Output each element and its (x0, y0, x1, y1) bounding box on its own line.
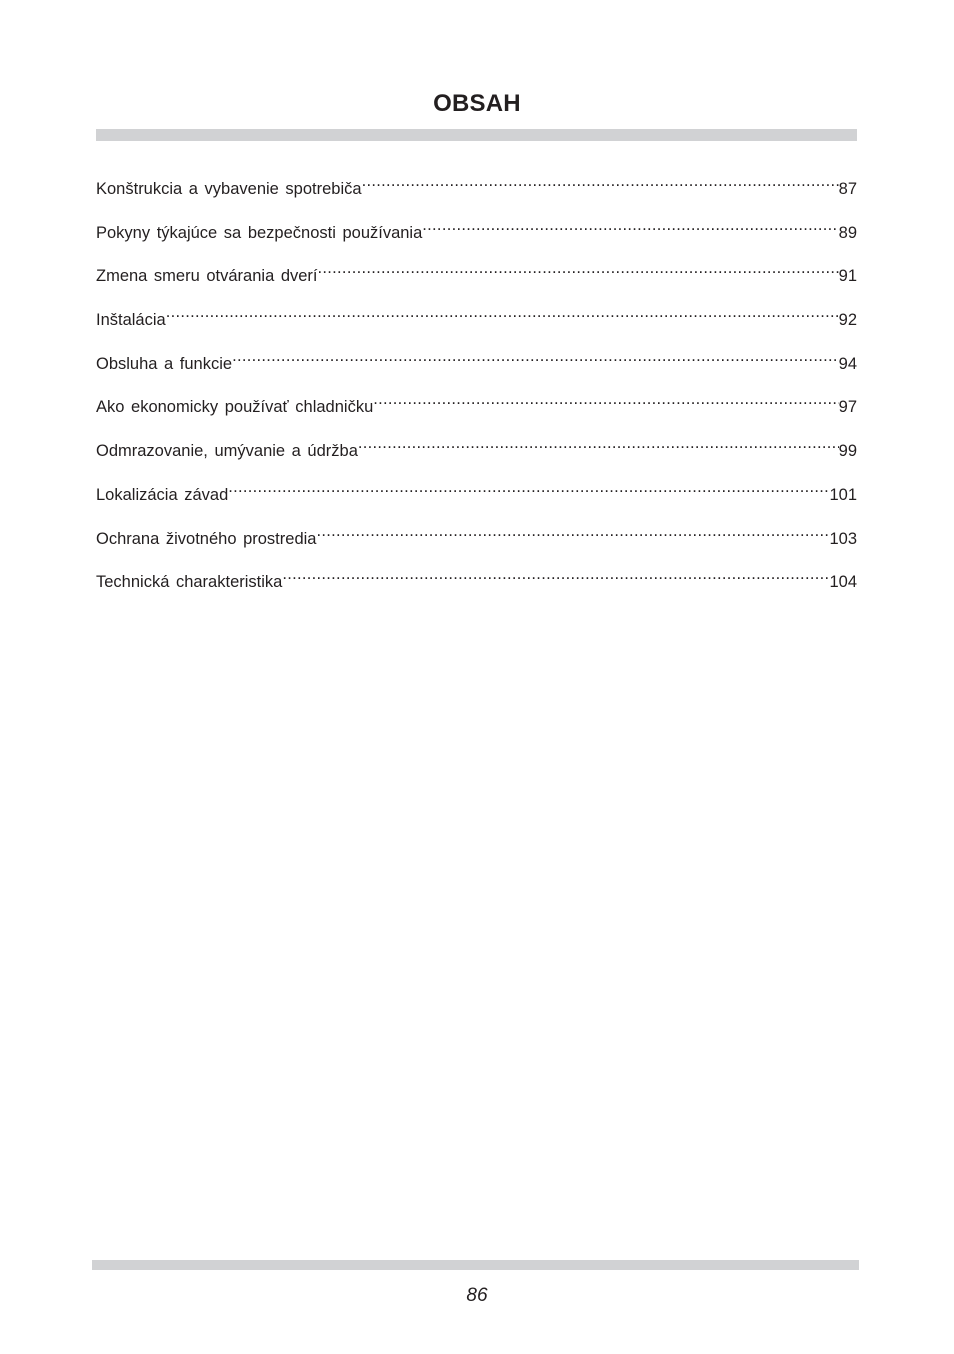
toc-entry-page: 94 (838, 354, 857, 373)
top-divider (96, 129, 857, 141)
toc-dot-leader (362, 168, 839, 194)
toc-dot-leader (232, 343, 839, 369)
toc-entry[interactable] (96, 430, 857, 474)
toc-entry-page: 99 (838, 442, 857, 461)
toc-entry-title: Ochrana životného prostredia (96, 529, 317, 548)
toc-entry-page: 97 (838, 398, 857, 417)
toc-dot-leader (282, 561, 829, 587)
toc-dot-leader (358, 430, 839, 456)
toc-dot-leader (228, 474, 829, 500)
toc-entry-page: 87 (838, 180, 857, 198)
toc-entry-page: 104 (829, 573, 857, 592)
toc-entry-page: 101 (829, 485, 857, 504)
table-of-contents (96, 168, 857, 605)
toc-dot-leader (316, 518, 829, 544)
toc-entry-title: Pokyny týkajúce sa bezpečnosti používania (96, 223, 423, 242)
toc-entry[interactable] (96, 212, 857, 256)
toc-entry-title: Obsluha a funkcie (96, 354, 233, 373)
toc-dot-leader (166, 299, 839, 325)
toc-dot-leader (373, 386, 838, 412)
toc-entry-page: 103 (829, 529, 857, 548)
toc-entry[interactable] (96, 518, 857, 562)
toc-entry[interactable] (96, 168, 857, 212)
toc-dot-leader (422, 212, 838, 238)
toc-dot-leader (318, 255, 839, 281)
toc-entry-title: Ako ekonomicky používať chladničku (96, 398, 374, 417)
toc-entry-title: Zmena smeru otvárania dverí (96, 267, 318, 286)
toc-entry[interactable] (96, 561, 857, 605)
toc-entry-title: Odmrazovanie, umývanie a údržba (96, 442, 358, 461)
toc-entry[interactable] (96, 299, 857, 343)
toc-entry-page: 89 (838, 223, 857, 242)
toc-entry-title: Technická charakteristika (96, 573, 283, 592)
toc-entry[interactable] (96, 255, 857, 299)
toc-entry-page: 92 (838, 311, 857, 330)
page-title: OBSAH (433, 90, 521, 117)
toc-entry-title: Konštrukcia a vybavenie spotrebiča (96, 180, 362, 198)
toc-entry[interactable] (96, 474, 857, 518)
toc-entry[interactable] (96, 343, 857, 387)
toc-entry-page: 91 (838, 267, 857, 286)
toc-entry-title: Lokalizácia závad (96, 485, 229, 504)
toc-entry-title: Inštalácia (96, 311, 166, 330)
page-number: 86 (466, 1285, 488, 1306)
bottom-divider (92, 1260, 859, 1270)
toc-entry[interactable] (96, 386, 857, 430)
